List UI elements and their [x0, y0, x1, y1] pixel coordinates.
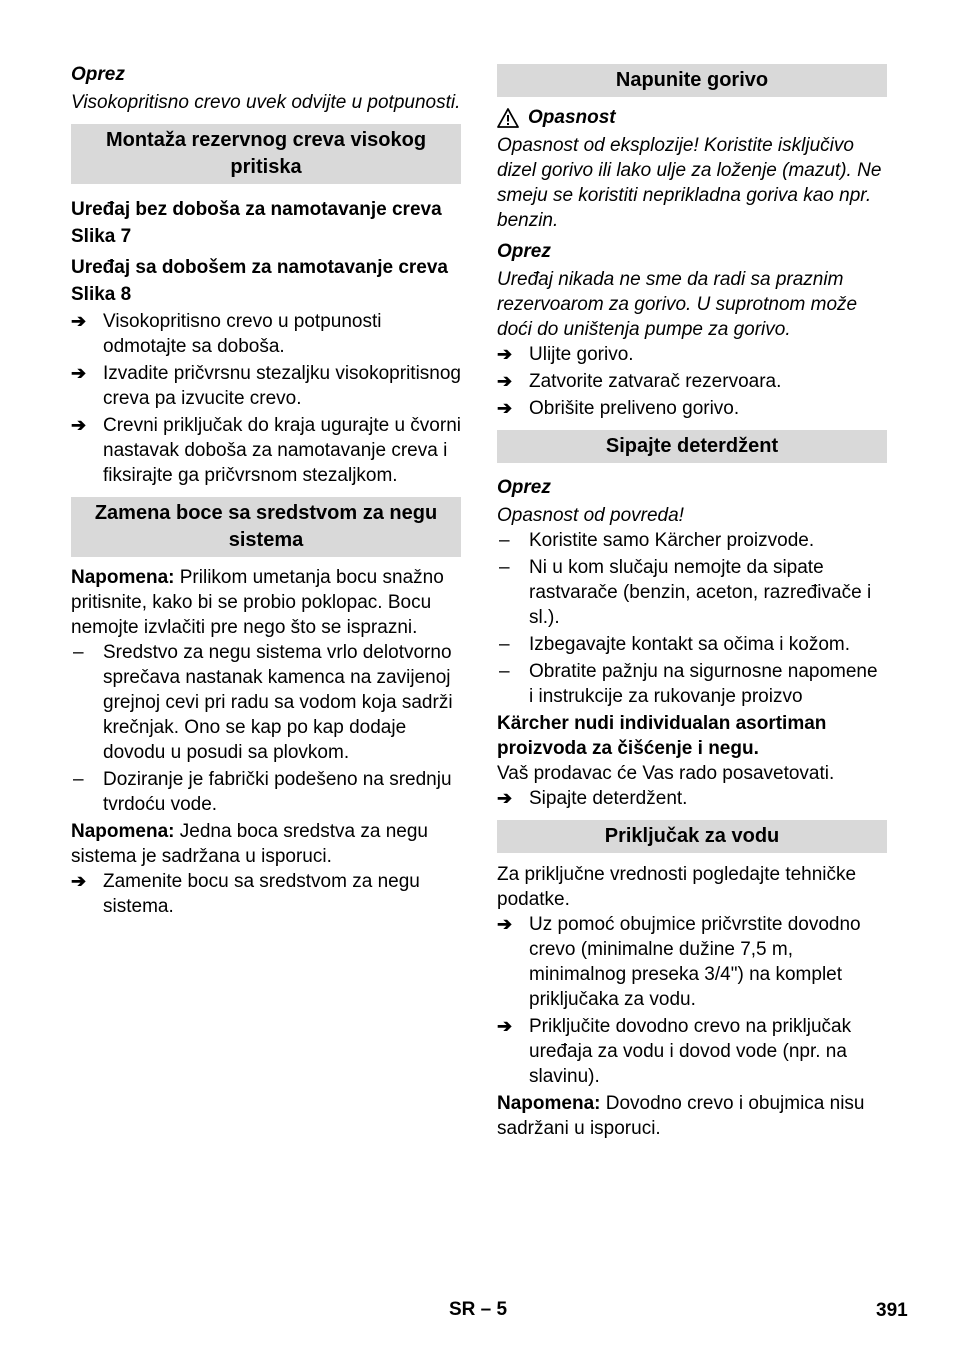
arrow-right-icon: ➔	[497, 1016, 513, 1036]
dash-item: – Koristite samo Kärcher proizvode.	[499, 530, 815, 551]
note-label: Napomena:	[497, 1093, 601, 1114]
step-item: ➔ Crevni priključak do kraja ugurajte u čvorni nastavak doboša za namotavanje creva i fiksirajte ga pričvrsnom stezaljkom.	[71, 415, 461, 486]
dash-marker: –	[73, 769, 84, 790]
figure-ref-8: Slika 8	[71, 284, 132, 305]
step-item: ➔ Visokopritisno crevo u potpunosti odmotajte sa doboša.	[71, 311, 382, 357]
dash-marker: –	[499, 530, 510, 551]
dash-marker: –	[499, 661, 510, 682]
subheading-with-reel: Uređaj sa dobošem za namotavanje creva	[71, 257, 448, 278]
section-heading-care-bottle: Zamena boce sa sredstvom za negu sistema	[71, 497, 461, 557]
product-range-text: Kärcher nudi individualan asortiman proizvoda za čišćenje i negu.	[497, 713, 827, 759]
arrow-right-icon: ➔	[497, 398, 513, 418]
page-number: 391	[876, 1300, 908, 1321]
dealer-text: Vaš prodavac će Vas rado posavetovati.	[497, 763, 835, 784]
dash-item: – Ni u kom slučaju nemojte da sipate rastvarače (benzin, aceton, razređivače i sl.).	[499, 557, 872, 628]
section-heading-fuel: Napunite gorivo	[497, 64, 887, 97]
figure-ref-7: Slika 7	[71, 226, 132, 247]
arrow-right-icon: ➔	[497, 914, 513, 934]
arrow-right-icon: ➔	[71, 871, 87, 891]
danger-text: Opasnost od eksplozije! Koristite isključivo dizel gorivo ili lako ulje za loženje (mazut). Ne smeju se koristiti neprikladna goriva kao npr. benzin.	[497, 135, 882, 231]
note-label: Napomena:	[71, 567, 175, 588]
step-item: ➔ Ulijte gorivo.	[497, 344, 634, 365]
caution-text: Visokopritisno crevo uvek odvijte u potpunosti.	[71, 92, 461, 113]
dash-marker: –	[499, 557, 510, 578]
arrow-right-icon: ➔	[71, 311, 87, 331]
caution-label: Oprez	[497, 477, 551, 498]
caution-text: Opasnost od povreda!	[497, 505, 684, 526]
step-item: ➔ Priključite dovodno crevo na priključak uređaja za vodu i dovod vode (npr. na slavinu).	[497, 1016, 852, 1087]
caution-label: Oprez	[497, 241, 551, 262]
dash-item: – Sredstvo za negu sistema vrlo delotvorno sprečava nastanak kamenca na zavijenoj grejnoj cevi pri radu sa vodom koja sadrži krečnjak. Ono se kap po kap dodaje dovodu u posudi sa plovkom.	[73, 642, 453, 763]
dash-marker: –	[499, 634, 510, 655]
note-paragraph: Napomena: Prilikom umetanja bocu snažno pritisnite, kako bi se probio poklopac. Bocu nemojte izvlačiti pre nego što se isprazni.	[71, 567, 444, 638]
warning-triangle-icon	[497, 108, 519, 128]
caution-label: Oprez	[71, 64, 125, 85]
section-heading-detergent: Sipajte deterdžent	[497, 430, 887, 463]
dash-item: – Izbegavajte kontakt sa očima i kožom.	[499, 634, 851, 655]
section-heading-hose-replacement: Montaža rezervnog creva visokog pritiska	[71, 124, 461, 184]
arrow-right-icon: ➔	[497, 344, 513, 364]
danger-label-row	[497, 105, 887, 130]
water-connection-text: Za priključne vrednosti pogledajte tehničke podatke.	[497, 864, 857, 910]
subheading-without-reel: Uređaj bez doboša za namotavanje creva	[71, 199, 442, 220]
step-item: ➔ Zatvorite zatvarač rezervoara.	[497, 371, 782, 392]
arrow-right-icon: ➔	[497, 371, 513, 391]
arrow-right-icon: ➔	[497, 788, 513, 808]
step-item: ➔ Sipajte deterdžent.	[497, 788, 688, 809]
step-item: ➔ Zamenite bocu sa sredstvom za negu sistema.	[71, 871, 420, 917]
step-item: ➔ Obrišite preliveno gorivo.	[497, 398, 740, 419]
danger-label: Opasnost	[528, 107, 616, 128]
dash-item: – Doziranje je fabrički podešeno na srednju tvrdoću vode.	[73, 769, 452, 815]
dash-item: – Obratite pažnju na sigurnosne napomene i instrukcije za rukovanje proizvo	[499, 661, 878, 707]
note-label: Napomena:	[71, 821, 175, 842]
left-column	[71, 62, 461, 919]
arrow-right-icon: ➔	[71, 363, 87, 383]
footer-section-label: SR – 5	[449, 1299, 508, 1320]
step-item: ➔ Uz pomoć obujmice pričvrstite dovodno crevo (minimalne dužine 7,5 m, minimalnog preseka 3/4") na komplet priključaka za vodu.	[497, 914, 861, 1010]
arrow-right-icon: ➔	[71, 415, 87, 435]
dash-marker: –	[73, 642, 84, 663]
note-paragraph: Napomena: Jedna boca sredstva za negu sistema je sadržana u isporuci.	[71, 821, 428, 867]
section-heading-water-connection: Priključak za vodu	[497, 820, 887, 853]
step-item: ➔ Izvadite pričvrsnu stezaljku visokopritisnog creva pa izvucite crevo.	[71, 363, 461, 409]
note-paragraph: Napomena: Dovodno crevo i obujmica nisu sadržani u isporuci.	[497, 1093, 865, 1139]
caution-text: Uređaj nikada ne sme da radi sa praznim rezervoarom za gorivo. U suprotnom može doći do uništenja pumpe za gorivo.	[497, 269, 858, 340]
right-column	[497, 62, 887, 1141]
